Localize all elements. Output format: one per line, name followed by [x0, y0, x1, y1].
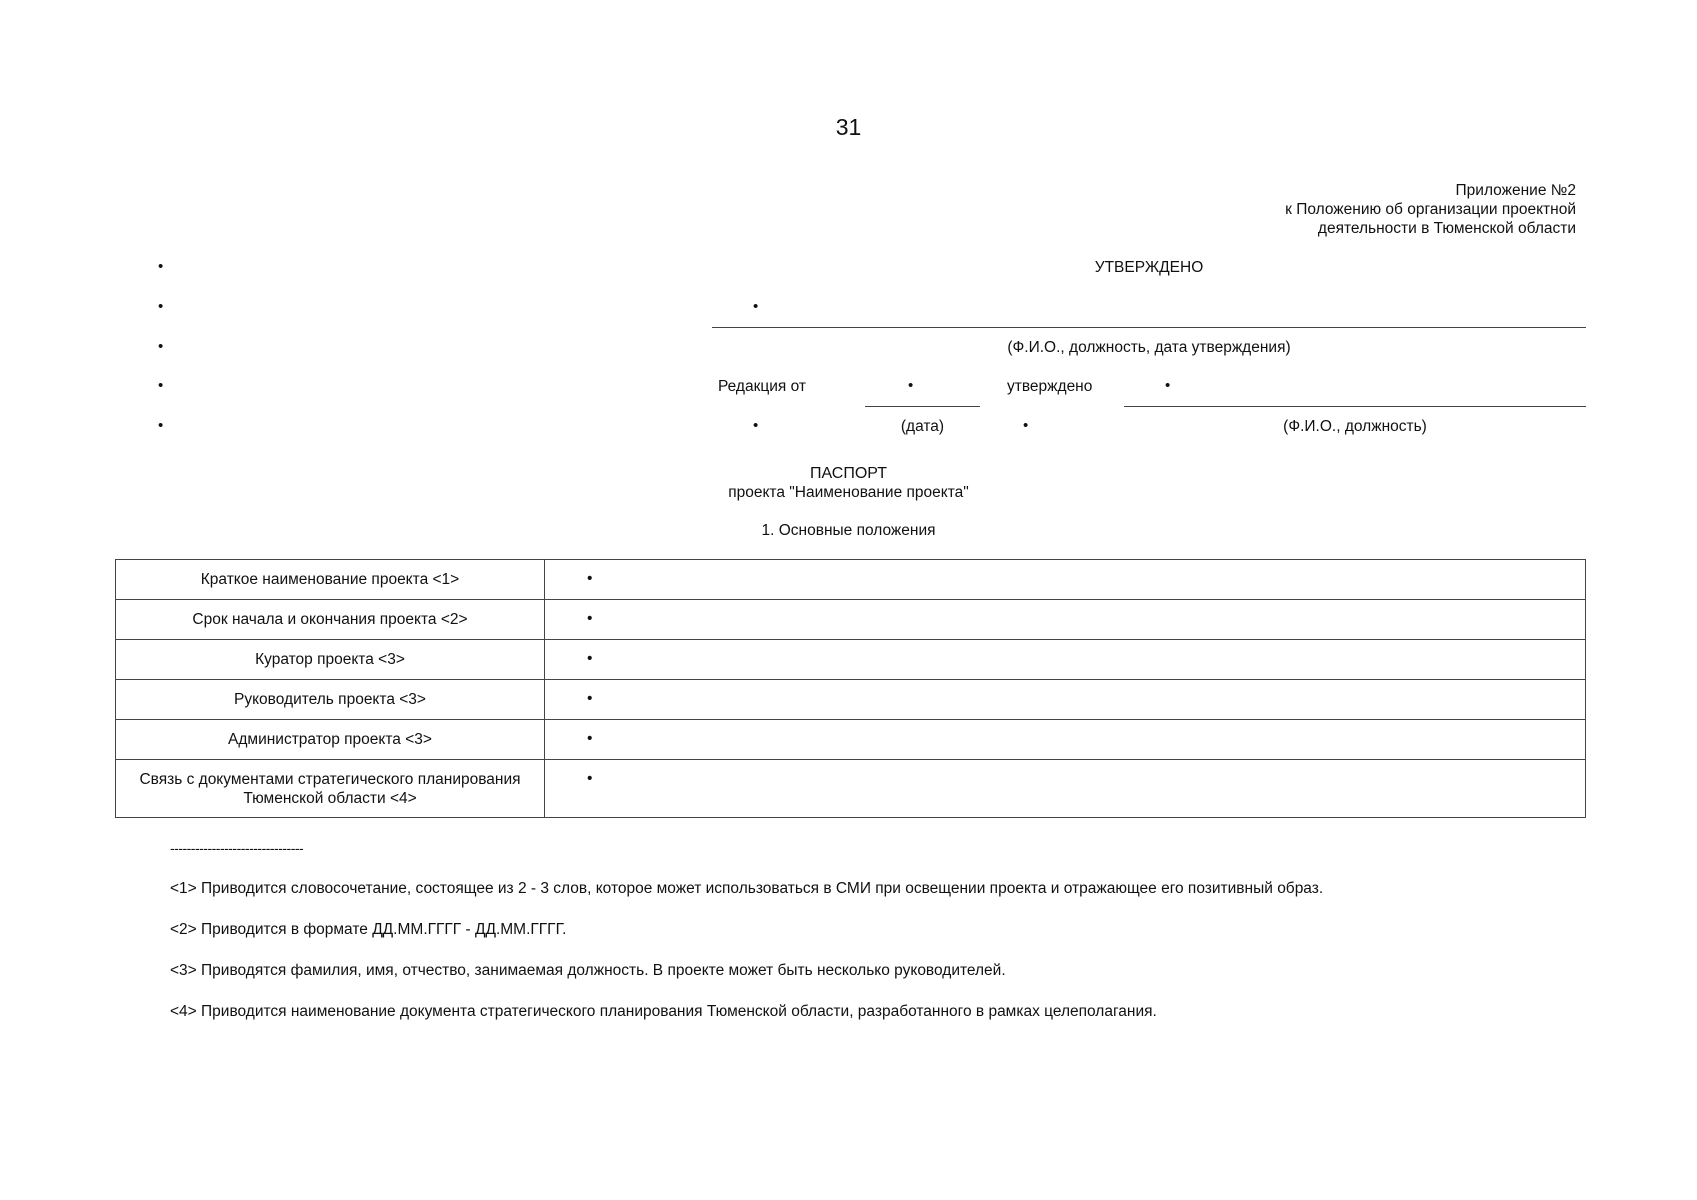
row-value-administrator: •	[545, 720, 1586, 760]
footnote-4: <4> Приводится наименование документа стратегического планирования Тюменской области, разработанного в рамках целеполагания.	[170, 1003, 1157, 1020]
row-label-term: Срок начала и окончания проекта <2>	[116, 600, 545, 640]
approval-bullet-1: •	[753, 298, 759, 315]
left-bullet-3: •	[158, 338, 164, 355]
appendix-line-1: Приложение №2	[1455, 182, 1576, 199]
left-bullet-1: •	[158, 258, 164, 275]
table-row	[116, 560, 1586, 600]
row-label-short-name: Краткое наименование проекта <1>	[116, 560, 545, 600]
approved-label: УТВЕРЖДЕНО	[1094, 259, 1204, 276]
fio-date-caption: (Ф.И.О., должность, дата утверждения)	[1007, 339, 1291, 356]
row-label-curator: Куратор проекта <3>	[116, 640, 545, 680]
row-label-strategic-docs-line-2: Тюменской области <4>	[243, 789, 417, 807]
row-value-strategic-docs: •	[545, 760, 1586, 818]
table-row	[116, 640, 1586, 680]
table-row	[116, 760, 1586, 818]
appendix-header	[1285, 181, 1576, 238]
page-number: 31	[835, 114, 862, 140]
table-row	[116, 680, 1586, 720]
row-value-manager: •	[545, 680, 1586, 720]
table-row	[116, 720, 1586, 760]
edition-from-label: Редакция от	[718, 378, 806, 395]
appendix-line-2: к Положению об организации проектной	[1285, 201, 1576, 218]
appendix-line-3: деятельности в Тюменской области	[1317, 220, 1576, 237]
left-bullet-5: •	[158, 417, 164, 434]
fio-position-caption: (Ф.И.О., должность)	[1283, 418, 1427, 435]
row-label-strategic-docs-line-1: Связь с документами стратегического планирования	[139, 770, 521, 788]
approved-by-line	[1124, 406, 1586, 407]
approved-by-bullet: •	[1165, 377, 1171, 394]
passport-subtitle: проекта "Наименование проекта"	[728, 484, 969, 501]
approval-signature-line	[712, 327, 1586, 328]
row-label-manager: Руководитель проекта <3>	[116, 680, 545, 720]
row-value-short-name: •	[545, 560, 1586, 600]
section-title: 1. Основные положения	[761, 522, 936, 539]
approval-bullet-2: •	[753, 417, 759, 434]
row-value-term: •	[545, 600, 1586, 640]
edition-date-bullet: •	[908, 377, 914, 394]
footnote-1: <1> Приводится словосочетание, состоящее из 2 - 3 слов, которое может использоваться в СМИ при освещении проекта и отражающее его позитивный образ.	[170, 880, 1324, 897]
passport-title: ПАСПОРТ	[809, 465, 888, 482]
project-basics-table	[115, 559, 1586, 818]
approved-by-label: утверждено	[1007, 378, 1093, 395]
left-bullet-2: •	[158, 298, 164, 315]
date-caption: (дата)	[900, 418, 945, 435]
row-label-administrator: Администратор проекта <3>	[116, 720, 545, 760]
footnote-separator: --------------------------------	[170, 840, 304, 856]
footnote-3: <3> Приводятся фамилия, имя, отчество, занимаемая должность. В проекте может быть несколько руководителей.	[170, 962, 1006, 979]
left-bullet-4: •	[158, 377, 164, 394]
row-value-curator: •	[545, 640, 1586, 680]
edition-date-line	[865, 406, 980, 407]
footnote-2: <2> Приводится в формате ДД.ММ.ГГГГ - ДД.ММ.ГГГГ.	[170, 921, 567, 938]
row-label-strategic-docs	[116, 760, 545, 818]
approval-bullet-3: •	[1023, 417, 1029, 434]
table-row	[116, 600, 1586, 640]
